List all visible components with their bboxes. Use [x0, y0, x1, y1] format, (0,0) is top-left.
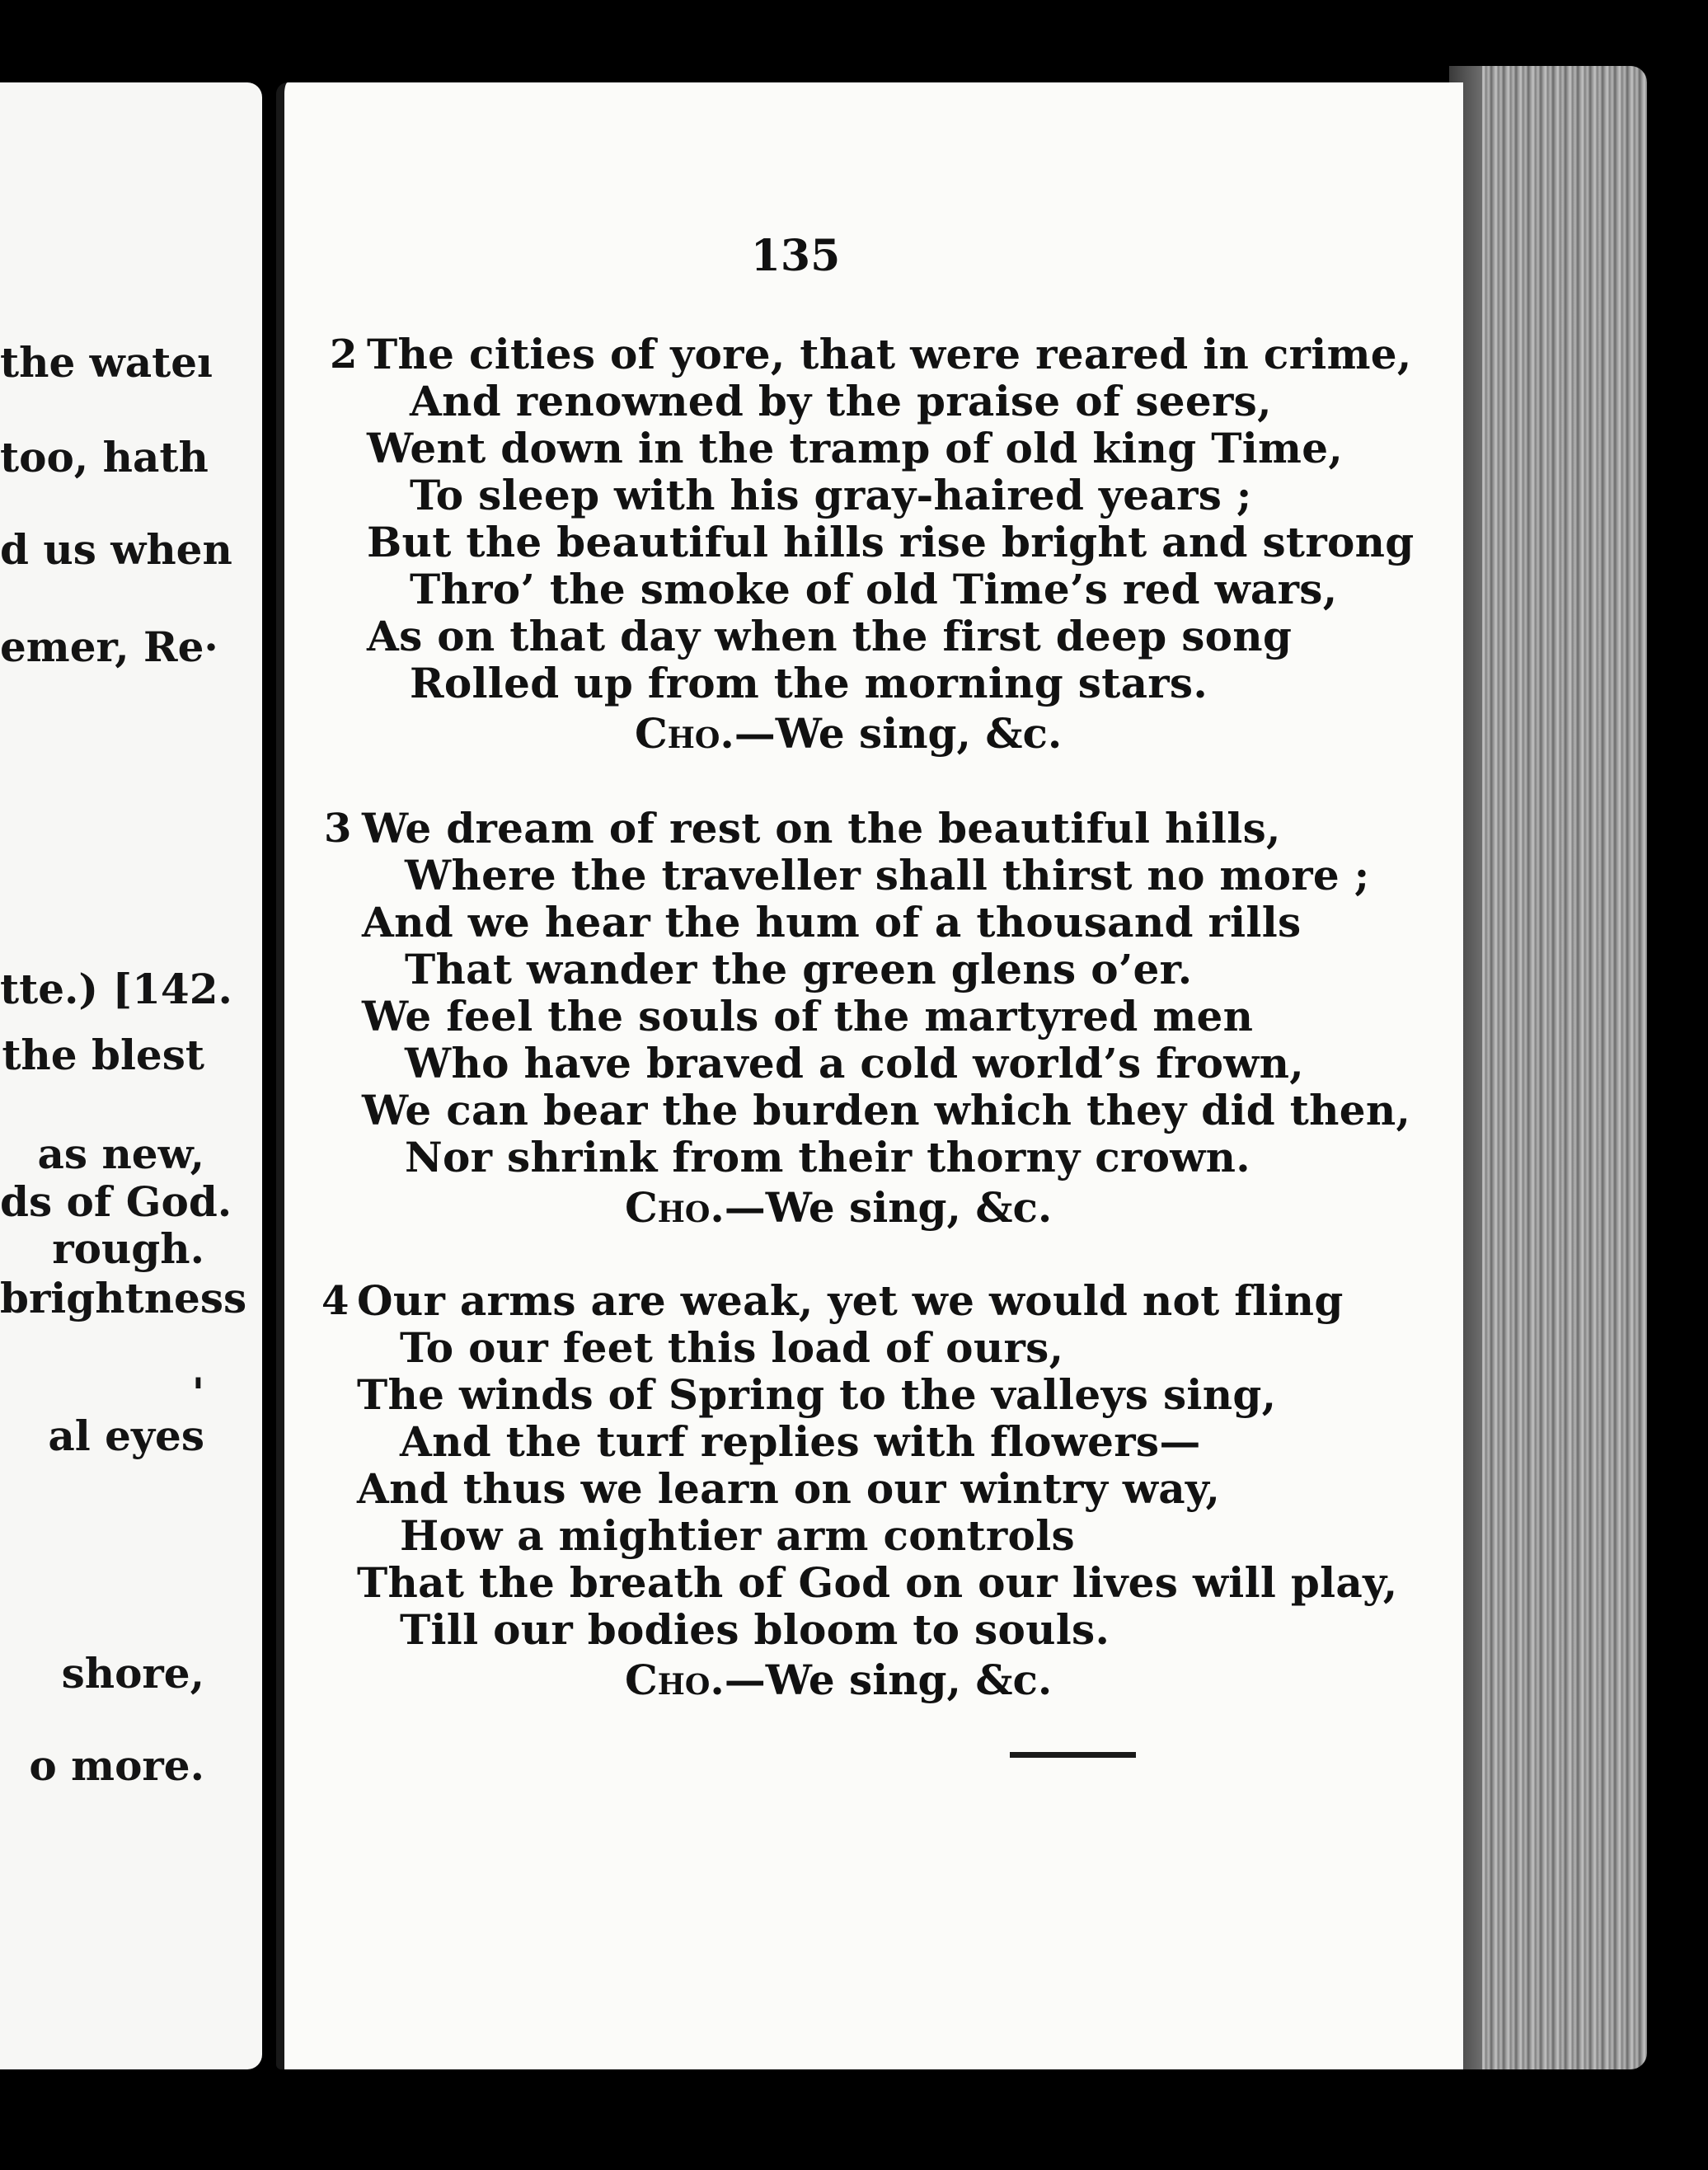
verse-line: The cities of yore, that were reared in crime,: [367, 330, 1412, 378]
left-page-line: too, hath: [0, 433, 209, 481]
left-page-line: shore,: [61, 1649, 204, 1698]
chorus-text: —We sing, &c.: [724, 1656, 1053, 1704]
stanza-number: 4: [321, 1278, 350, 1324]
left-page-line: al eyes: [48, 1411, 204, 1460]
verse-line: Went down in the tramp of old king Time,: [367, 424, 1344, 472]
left-page-line: the blest: [2, 1031, 204, 1079]
chorus-label: Cho.: [635, 709, 734, 758]
verse-line: We dream of rest on the beautiful hills,: [362, 804, 1281, 852]
verse-line: Where the traveller shall thirst no more ;: [405, 851, 1370, 899]
left-page-line: brightness: [0, 1274, 247, 1322]
verse-line: Who have braved a cold world’s frown,: [405, 1039, 1304, 1087]
left-page-line: rough.: [52, 1224, 204, 1273]
verse-line: Rolled up from the morning stars.: [410, 659, 1208, 707]
left-page-line: as new,: [37, 1130, 204, 1178]
verse-line: As on that day when the first deep song: [367, 612, 1293, 660]
left-page-line: the wateı: [0, 338, 214, 387]
left-facing-page: [0, 82, 262, 2069]
left-page-line: d us when: [0, 525, 232, 574]
chorus-line: [625, 1656, 1052, 1705]
left-page-line: tte.) [142.: [0, 965, 232, 1013]
chorus-line: [635, 709, 1062, 759]
verse-line: Nor shrink from their thorny crown.: [405, 1133, 1250, 1181]
chorus-label: Cho.: [625, 1656, 725, 1704]
left-page-line: ': [191, 1369, 204, 1417]
left-page-line: o more.: [29, 1741, 204, 1790]
verse-line: But the beautiful hills rise bright and strong: [367, 518, 1415, 566]
chorus-text: —We sing, &c.: [734, 709, 1063, 758]
stanza-number: 3: [324, 806, 352, 852]
right-page: [276, 82, 1463, 2069]
verse-line: And we hear the hum of a thousand rills: [362, 898, 1302, 946]
verse-line: We can bear the burden which they did then,: [362, 1086, 1411, 1134]
verse-line: Thro’ the smoke of old Time’s red wars,: [410, 565, 1338, 613]
verse-line: We feel the souls of the martyred men: [362, 992, 1254, 1040]
verse-line: To sleep with his gray-haired years ;: [410, 471, 1252, 519]
verse-line: And thus we learn on our wintry way,: [357, 1464, 1221, 1513]
verse-line: Our arms are weak, yet we would not fling: [357, 1276, 1344, 1325]
chorus-label: Cho.: [625, 1183, 725, 1232]
chorus-text: —We sing, &c.: [724, 1183, 1053, 1232]
stanza-number: 2: [330, 331, 358, 378]
page-number: 135: [750, 231, 841, 281]
chorus-line: [625, 1183, 1052, 1233]
verse-line: And the turf replies with flowers—: [400, 1417, 1201, 1466]
verse-line: That the breath of God on our lives will play,: [357, 1558, 1398, 1607]
verse-line: The winds of Spring to the valleys sing,: [357, 1370, 1277, 1419]
verse-line: To our feet this load of ours,: [400, 1323, 1064, 1372]
left-page-line: ds of God.: [0, 1177, 232, 1226]
end-rule: [1010, 1752, 1136, 1758]
verse-line: And renowned by the praise of seers,: [410, 377, 1272, 425]
left-page-line: emer, Re·: [0, 622, 218, 671]
verse-line: Till our bodies bloom to souls.: [400, 1605, 1110, 1654]
verse-line: That wander the green glens o’er.: [405, 945, 1193, 993]
verse-line: How a mightier arm controls: [400, 1511, 1075, 1560]
